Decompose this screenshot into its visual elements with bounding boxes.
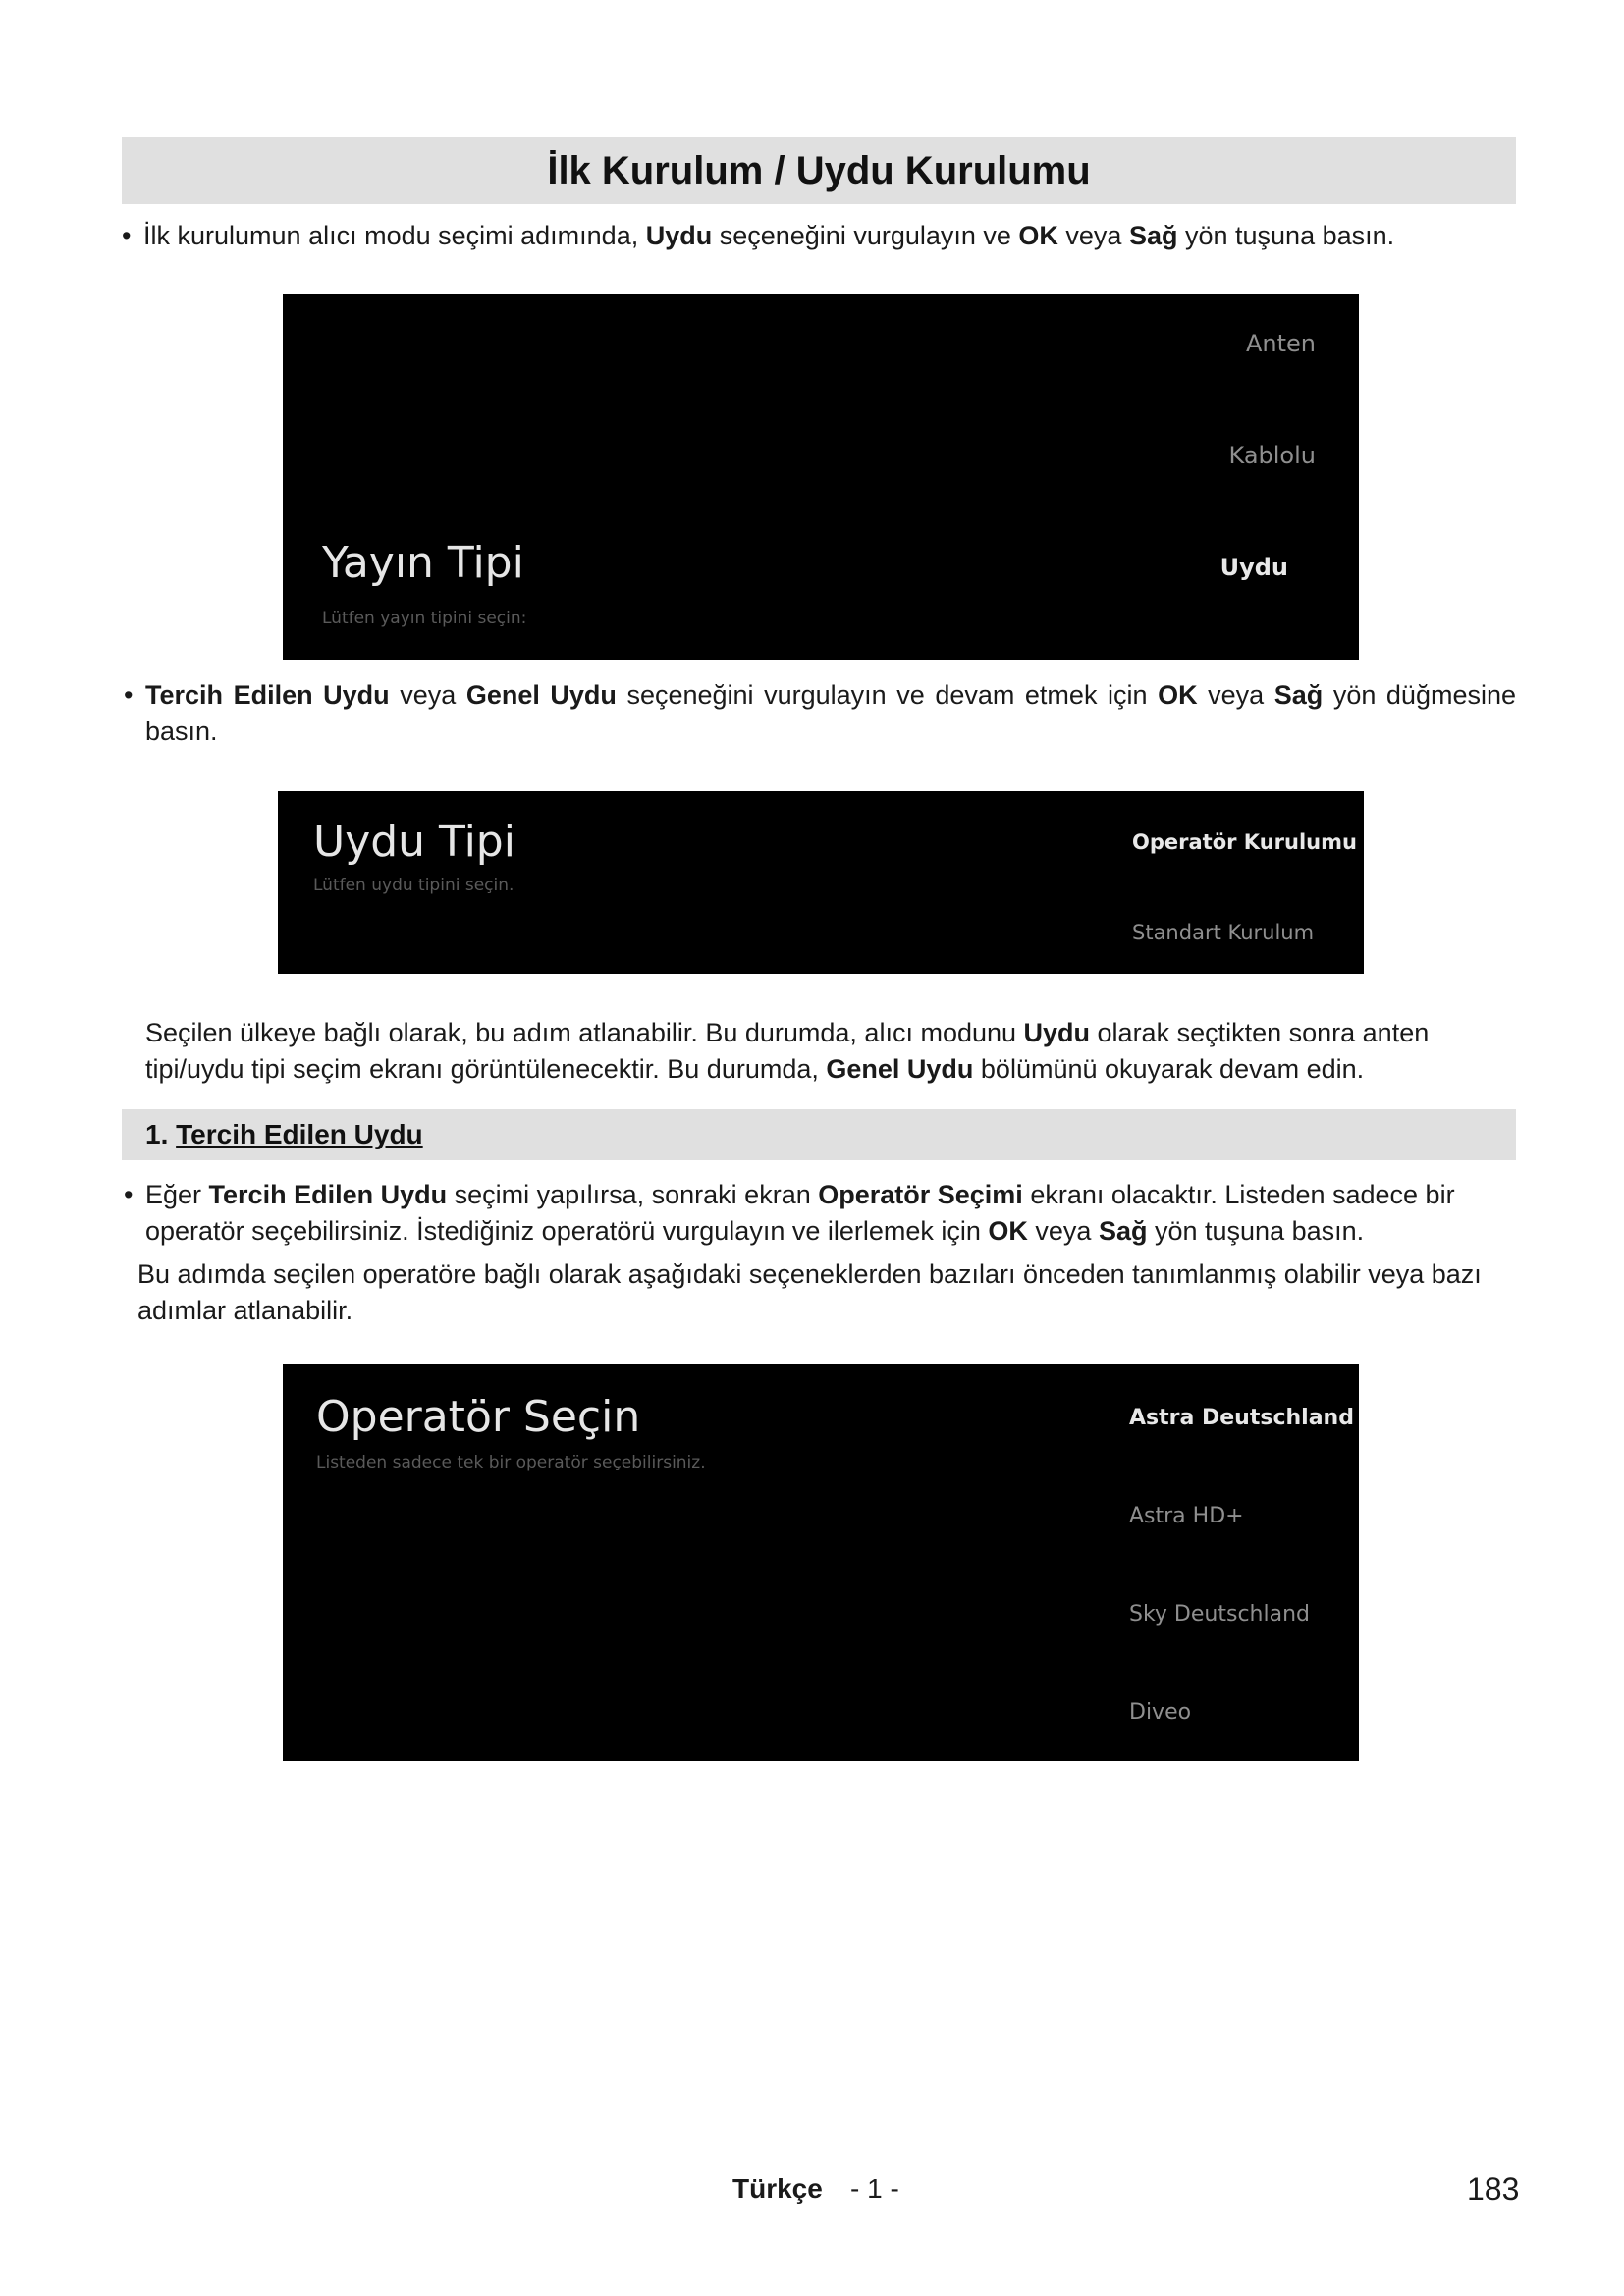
- paragraph-4: Bu adımda seçilen operatöre bağlı olarak aşağıdaki seçeneklerden bazıları önceden tanımlanmış olabilir veya bazı adımlar atlanabilir.: [137, 1259, 1482, 1325]
- screen-title: Yayın Tipi: [322, 538, 524, 588]
- bullet-paragraph-1: • İlk kurulumun alıcı modu seçimi adımında, Uydu seçeneğini vurgulayın ve OK veya Sağ yön tuşuna basın.: [143, 218, 1518, 254]
- bullet-paragraph-2: • Tercih Edilen Uydu veya Genel Uydu seçeneğini vurgulayın ve devam etmek için OK veya Sağ yön düğmesine basın.: [145, 677, 1516, 750]
- option-kablolu: Kablolu: [1228, 442, 1316, 469]
- bullet-marker: •: [124, 1180, 134, 1209]
- option-anten: Anten: [1245, 330, 1316, 357]
- footer-page-label: - 1 -: [850, 2173, 899, 2204]
- option-astra-hd: Astra HD+: [1129, 1504, 1244, 1528]
- screen-subtitle: Lütfen uydu tipini seçin.: [313, 876, 514, 895]
- option-standard-setup: Standart Kurulum: [1132, 921, 1315, 944]
- page-title-bar: [122, 137, 1516, 204]
- screen-title: Operatör Seçin: [316, 1392, 641, 1442]
- screen-subtitle: Lütfen yayın tipini seçin:: [322, 609, 527, 628]
- page-number: 183: [1467, 2171, 1520, 2207]
- bullet-marker: •: [122, 221, 132, 250]
- bullet-marker: •: [124, 680, 134, 710]
- section-number: 1. Tercih Edilen Uydu: [145, 1119, 423, 1149]
- tv-screenshot-satellite-type: [278, 791, 1364, 974]
- footer-language: Türkçe: [732, 2173, 823, 2204]
- page-title: İlk Kurulum / Uydu Kurulumu: [547, 148, 1091, 192]
- tv-screenshot-broadcast-type: [283, 294, 1359, 660]
- screen-subtitle: Listeden sadece tek bir operatör seçebilirsiniz.: [316, 1453, 706, 1472]
- option-operator-setup: Operatör Kurulumu: [1132, 830, 1357, 854]
- option-astra-deutschland: Astra Deutschland: [1129, 1406, 1354, 1430]
- section-header: [122, 1109, 1516, 1160]
- tv-screenshot-operator-select: [283, 1364, 1359, 1761]
- option-diveo: Diveo: [1129, 1700, 1192, 1725]
- paragraph-3: Seçilen ülkeye bağlı olarak, bu adım atlanabilir. Bu durumda, alıcı modunu Uydu olarak seçtikten sonra anten tipi/uydu tipi seçim ekranı görüntülenecektir. Bu durumda, Genel Uydu bölümünü okuyarak devam edin.: [145, 1018, 1430, 1084]
- option-sky-deutschland: Sky Deutschland: [1129, 1602, 1310, 1627]
- section-title: Tercih Edilen Uydu: [176, 1119, 423, 1149]
- bullet-paragraph-3: • Eğer Tercih Edilen Uydu seçimi yapılırsa, sonraki ekran Operatör Seçimi ekranı olacaktır. Listeden sadece bir operatör seçebilirsiniz. İstediğiniz operatörü vurgulayın ve ilerlemek için OK veya Sağ yön tuşuna basın.: [145, 1177, 1520, 1250]
- option-uydu: Uydu: [1219, 554, 1288, 581]
- screen-title: Uydu Tipi: [313, 817, 515, 867]
